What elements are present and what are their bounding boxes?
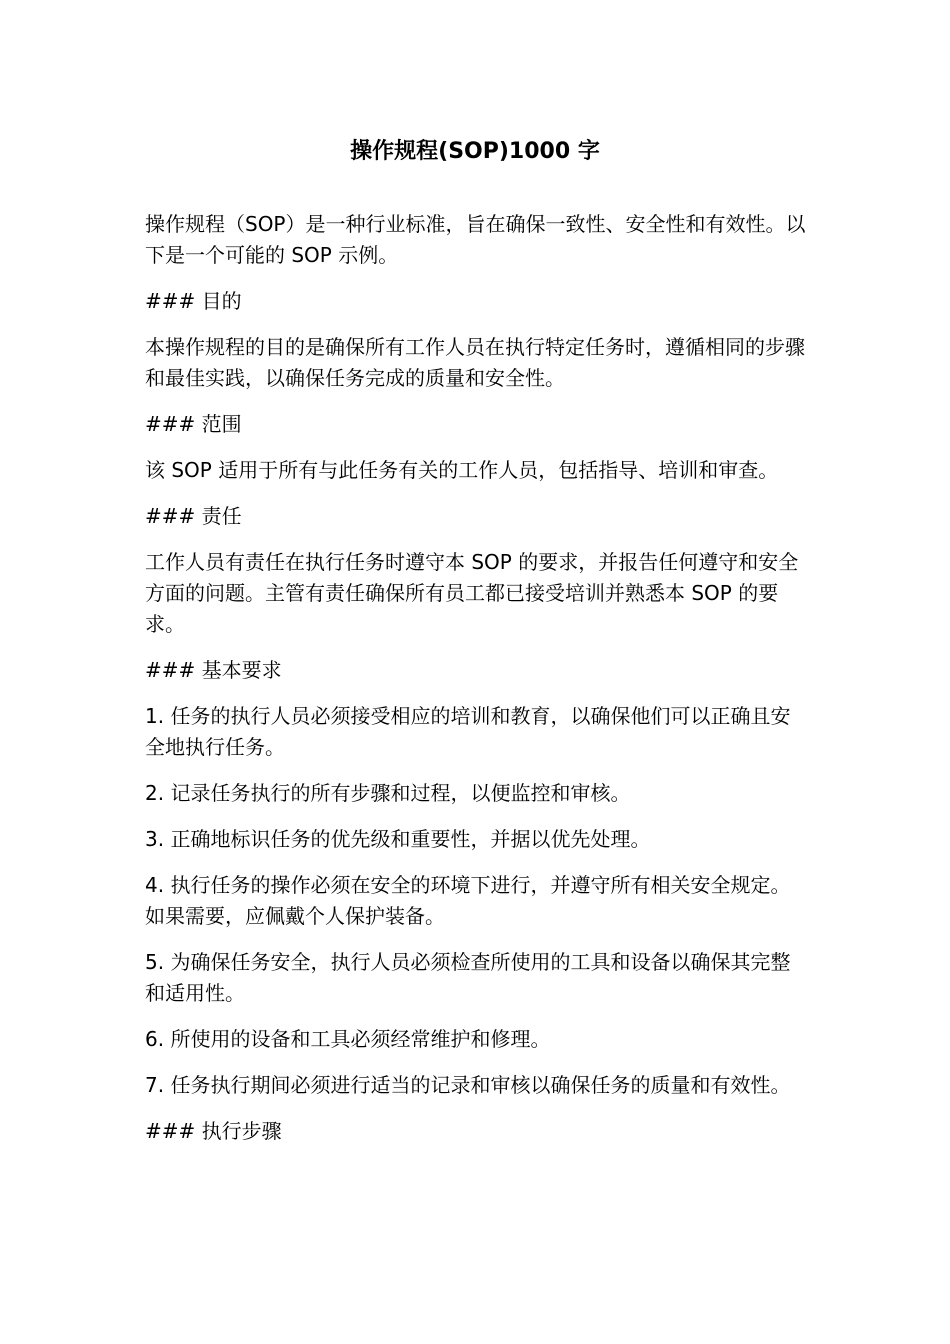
heading-responsibility: ### 责任 [145,504,242,528]
purpose-paragraph: 本操作规程的目的是确保所有工作人员在执行特定任务时，遵循相同的步骤和最佳实践，以确保任务完成的质量和安全性。 [145,335,805,390]
intro-paragraph: 操作规程（SOP）是一种行业标准，旨在确保一致性、安全性和有效性。以下是一个可能的 SOP 示例。 [145,212,806,267]
heading-purpose: ### 目的 [145,289,242,313]
requirement-item: 4. 执行任务的操作必须在安全的环境下进行，并遵守所有相关安全规定。如果需要，应佩戴个人保护装备。 [145,873,791,928]
responsibility-paragraph: 工作人员有责任在执行任务时遵守本 SOP 的要求，并报告任何遵守和安全方面的问题。主管有责任确保所有员工都已接受培训并熟悉本 SOP 的要求。 [145,550,799,636]
scope-paragraph: 该 SOP 适用于所有与此任务有关的工作人员，包括指导、培训和审查。 [145,458,779,482]
requirement-item: 2. 记录任务执行的所有步骤和过程，以便监控和审核。 [145,781,631,805]
document-title: 操作规程(SOP)1000 字 [350,139,600,164]
requirement-item: 6. 所使用的设备和工具必须经常维护和修理。 [145,1027,551,1051]
requirement-item: 1. 任务的执行人员必须接受相应的培训和教育，以确保他们可以正确且安全地执行任务。 [145,704,791,759]
heading-basic-requirements: ### 基本要求 [145,658,282,682]
requirement-item: 5. 为确保任务安全，执行人员必须检查所使用的工具和设备以确保其完整和适用性。 [145,950,791,1005]
document-body [145,209,810,1162]
heading-scope: ### 范围 [145,412,242,436]
requirement-item: 3. 正确地标识任务的优先级和重要性，并据以优先处理。 [145,827,651,851]
heading-execution-steps: ### 执行步骤 [145,1119,282,1143]
requirement-item: 7. 任务执行期间必须进行适当的记录和审核以确保任务的质量和有效性。 [145,1073,791,1097]
